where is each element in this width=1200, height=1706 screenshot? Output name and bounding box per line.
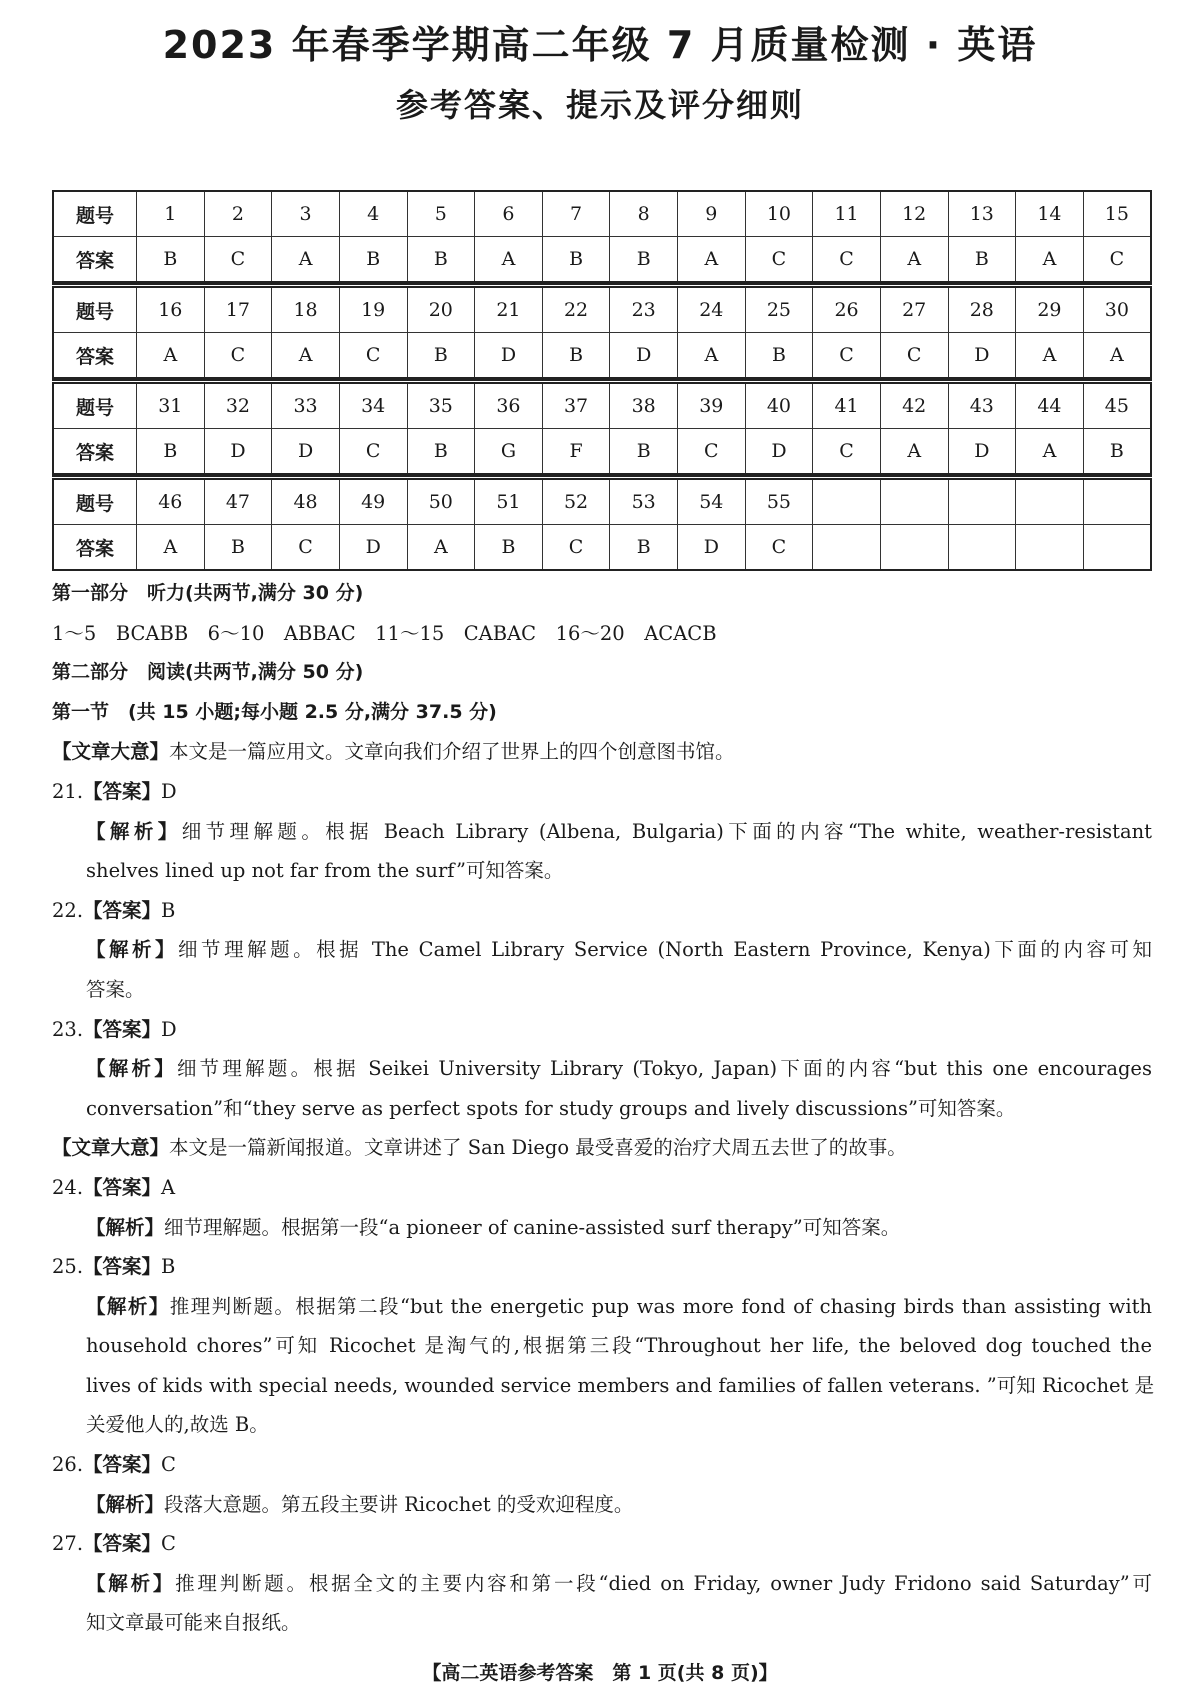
question-number-row [53,286,1151,333]
question-number-cell: 12 [880,191,948,237]
answer-cell [1083,525,1151,571]
text-line [52,1485,1152,1525]
bracket-label: 【答案】 [83,1255,162,1279]
text-span: 关爱他人的,故选 B。 [86,1413,269,1437]
answer-cell: A [137,525,205,571]
answer-cell: C [1083,237,1151,283]
answer-cell: G [475,429,543,475]
answer-cell: A [880,429,948,475]
answer-cell: D [948,429,1016,475]
text-span: 22. [52,898,84,922]
text-span: D [161,779,177,803]
answer-cell: A [678,237,746,283]
row-label: 题号 [53,478,137,525]
answer-table-block [52,475,1152,571]
question-number-cell: 5 [407,191,475,237]
bracket-label: 【解析】 [86,1294,170,1318]
text-span: 26. [52,1453,84,1477]
answer-cell: A [475,237,543,283]
answer-cell [1016,525,1084,571]
text-span: 第一部分 听力(共两节,满分 30 分) [52,582,364,604]
answer-cell: A [407,525,475,571]
question-number-cell: 9 [678,191,746,237]
question-number-cell: 34 [339,382,407,429]
answer-cell: C [204,333,272,379]
text-line [52,772,1152,812]
question-number-cell [948,478,1016,525]
answer-cell [813,525,881,571]
question-number-cell: 7 [542,191,610,237]
answer-cell: B [948,237,1016,283]
question-number-cell: 55 [745,478,813,525]
answer-cell: B [542,237,610,283]
page-subtitle: 参考答案、提示及评分细则 [395,86,804,124]
answer-cell: D [204,429,272,475]
row-label: 题号 [53,191,137,237]
text-span: 1～5 BCABB 6～10 ABBAC 11～15 CABAC 16～20 ACACB [52,621,717,645]
text-span: 推理判断题。根据第二段“but the energetic pup was more fond of chasing birds than assisting with [169,1294,1152,1318]
question-number-cell: 6 [475,191,543,237]
answer-cell: D [745,429,813,475]
answer-cell: B [610,237,678,283]
question-number-cell: 51 [475,478,543,525]
text-line [52,614,1152,654]
answer-cell: B [475,525,543,571]
question-number-cell [813,478,881,525]
answer-cell: C [813,333,881,379]
answer-cell: B [745,333,813,379]
text-span: 24. [52,1175,84,1199]
answer-cell: B [407,333,475,379]
question-number-cell: 46 [137,478,205,525]
answer-cell: F [542,429,610,475]
row-label: 答案 [53,237,137,283]
question-number-cell: 52 [542,478,610,525]
row-label: 题号 [53,382,137,429]
text-span: A [161,1175,176,1199]
text-line [52,653,1152,693]
answer-cell: A [272,333,340,379]
text-line [52,930,1152,970]
answer-cell: D [948,333,1016,379]
question-number-cell: 40 [745,382,813,429]
bracket-label: 【解析】 [86,1057,177,1081]
answer-cell: B [137,237,205,283]
question-number-cell: 1 [137,191,205,237]
bracket-label: 【文章大意】 [52,740,170,764]
question-number-cell: 39 [678,382,746,429]
answer-cell: C [813,429,881,475]
answer-explanations [52,574,1155,1643]
answer-cell: A [880,237,948,283]
question-number-cell [1016,478,1084,525]
question-number-cell: 45 [1083,382,1151,429]
question-number-cell: 37 [542,382,610,429]
answer-cell: C [813,237,881,283]
answer-cell: C [339,333,407,379]
bracket-label: 【答案】 [83,1532,162,1556]
text-line [52,574,1152,614]
text-span: 段落大意题。第五段主要讲 Ricochet 的受欢迎程度。 [164,1492,634,1516]
bracket-label: 【答案】 [83,1175,162,1199]
answer-cell [880,525,948,571]
text-line [52,1287,1152,1327]
answer-cell: D [475,333,543,379]
row-label: 答案 [53,525,137,571]
bracket-label: 【解析】 [86,1571,176,1595]
text-line [52,1208,1152,1248]
question-number-cell: 8 [610,191,678,237]
text-span: shelves lined up not far from the surf”可知答案。 [86,859,564,883]
text-line [52,1366,1155,1406]
text-span: 21. [52,779,84,803]
answer-table-block [52,283,1152,379]
question-number-row [53,191,1151,237]
bracket-label: 【答案】 [83,1017,162,1041]
question-number-cell: 11 [813,191,881,237]
text-span: 细节理解题。根据 Beach Library (Albena, Bulgaria)下面的内容“The white, weather-resistant [181,819,1152,843]
answer-cell: B [339,237,407,283]
page-footer: 【高二英语参考答案 第 1 页(共 8 页)】 [422,1662,778,1684]
question-number-cell: 41 [813,382,881,429]
question-number-cell: 43 [948,382,1016,429]
answer-cell: A [1016,333,1084,379]
text-line [52,1010,1152,1050]
question-number-cell: 13 [948,191,1016,237]
row-label: 答案 [53,429,137,475]
question-number-cell: 4 [339,191,407,237]
text-span: 细节理解题。根据 Seikei University Library (Tokyo, Japan)下面的内容“but this one encourages [176,1057,1152,1081]
question-number-cell: 48 [272,478,340,525]
text-span: household chores”可知 Ricochet 是淘气的,根据第三段“Throughout her life, the beloved dog touched the [86,1334,1152,1358]
answer-cell: B [137,429,205,475]
answer-cell: C [880,333,948,379]
text-line [52,732,1152,772]
text-span: 本文是一篇新闻报道。文章讲述了 San Diego 最受喜爱的治疗犬周五去世了的故事。 [169,1136,907,1160]
question-number-cell: 42 [880,382,948,429]
question-number-cell: 53 [610,478,678,525]
text-line [52,1168,1152,1208]
answer-row [53,237,1151,283]
answer-cell: A [1016,429,1084,475]
text-span: 知文章最可能来自报纸。 [86,1611,301,1635]
text-span: conversation”和“they serve as perfect spots for study groups and lively discussions”可知答案。 [86,1096,1016,1120]
text-span: 27. [52,1532,84,1556]
text-line [52,1089,1152,1129]
text-span: 推理判断题。根据全文的主要内容和第一段“died on Friday, owner Judy Fridono said Saturday”可 [175,1571,1152,1595]
answer-cell: C [542,525,610,571]
text-span: lives of kids with special needs, wounded service members and families of fallen veterans. ”可知 Ricochet 是 [86,1373,1155,1397]
text-line [52,812,1152,852]
text-line [52,1326,1152,1366]
question-number-cell: 26 [813,286,881,333]
question-number-cell: 27 [880,286,948,333]
text-span: 25. [52,1255,84,1279]
bracket-label: 【答案】 [83,898,162,922]
question-number-cell: 19 [339,286,407,333]
question-number-cell: 50 [407,478,475,525]
answer-cell: D [272,429,340,475]
text-line [52,1405,1152,1445]
question-number-row [53,478,1151,525]
question-number-cell: 18 [272,286,340,333]
answer-cell: B [204,525,272,571]
text-line [52,970,1152,1010]
answer-cell: A [678,333,746,379]
question-number-cell: 35 [407,382,475,429]
bracket-label: 【答案】 [83,779,162,803]
answer-cell: D [610,333,678,379]
answer-cell: A [1083,333,1151,379]
text-span: 细节理解题。根据第一段“a pioneer of canine-assisted surf therapy”可知答案。 [164,1215,901,1239]
question-number-cell: 10 [745,191,813,237]
question-number-cell: 33 [272,382,340,429]
question-number-cell: 29 [1016,286,1084,333]
answer-cell: B [1083,429,1151,475]
answer-cell: A [272,237,340,283]
question-number-cell: 36 [475,382,543,429]
bracket-label: 【文章大意】 [52,1136,170,1160]
text-span: 本文是一篇应用文。文章向我们介绍了世界上的四个创意图书馆。 [169,740,735,764]
question-number-cell: 30 [1083,286,1151,333]
text-span: 答案。 [86,977,145,1001]
text-line [52,1603,1152,1643]
question-number-cell: 23 [610,286,678,333]
text-span: B [161,1255,176,1279]
question-number-cell: 25 [745,286,813,333]
text-line [52,1128,1152,1168]
question-number-cell: 15 [1083,191,1151,237]
question-number-cell: 3 [272,191,340,237]
bracket-label: 【解析】 [86,1215,165,1239]
answer-table-block [52,190,1152,283]
answer-cell: B [407,429,475,475]
text-line [52,851,1152,891]
question-number-cell: 44 [1016,382,1084,429]
answer-cell: C [272,525,340,571]
page-title: 2023 年春季学期高二年级 7 月质量检测 · 英语 [162,23,1038,67]
question-number-row [53,382,1151,429]
answer-cell: A [137,333,205,379]
text-line [52,1524,1152,1564]
answer-cell [948,525,1016,571]
question-number-cell: 22 [542,286,610,333]
answer-cell: D [339,525,407,571]
answer-cell: B [610,525,678,571]
question-number-cell: 14 [1016,191,1084,237]
question-number-cell: 17 [204,286,272,333]
answer-row [53,429,1151,475]
question-number-cell: 24 [678,286,746,333]
answer-cell: C [745,237,813,283]
answer-cell: B [542,333,610,379]
bracket-label: 【答案】 [83,1453,162,1477]
row-label: 题号 [53,286,137,333]
question-number-cell: 21 [475,286,543,333]
text-line [52,1049,1152,1089]
row-label: 答案 [53,333,137,379]
question-number-cell: 47 [204,478,272,525]
answer-cell: C [745,525,813,571]
answer-cell: C [678,429,746,475]
question-number-cell: 54 [678,478,746,525]
text-span: 第一节 (共 15 小题;每小题 2.5 分,满分 37.5 分) [52,700,497,723]
bracket-label: 【解析】 [86,938,179,962]
bracket-label: 【解析】 [86,819,182,843]
question-number-cell: 16 [137,286,205,333]
answer-cell: D [678,525,746,571]
text-span: 23. [52,1017,84,1041]
question-number-cell: 20 [407,286,475,333]
question-number-cell: 31 [137,382,205,429]
question-number-cell: 32 [204,382,272,429]
question-number-cell: 28 [948,286,1016,333]
text-span: D [161,1017,177,1041]
text-span: 第二部分 阅读(共两节,满分 50 分) [52,661,364,684]
text-span: C [161,1453,176,1477]
question-number-cell [1083,478,1151,525]
answer-row [53,333,1151,379]
answer-cell: B [407,237,475,283]
text-line [52,1445,1152,1485]
text-line [52,1564,1152,1604]
question-number-cell [880,478,948,525]
text-line [52,891,1152,931]
text-span: B [161,898,176,922]
answer-cell: C [339,429,407,475]
bracket-label: 【解析】 [86,1492,165,1516]
answer-cell: A [1016,237,1084,283]
answer-table-block [52,379,1152,475]
text-span: 细节理解题。根据 The Camel Library Service (North Eastern Province, Kenya)下面的内容可知 [178,938,1152,962]
answer-row [53,525,1151,571]
answer-cell: B [610,429,678,475]
question-number-cell: 2 [204,191,272,237]
answer-cell: C [204,237,272,283]
question-number-cell: 49 [339,478,407,525]
text-span: C [161,1532,176,1556]
answer-table [52,190,1152,571]
text-line [52,693,1152,733]
question-number-cell: 38 [610,382,678,429]
text-line [52,1247,1152,1287]
